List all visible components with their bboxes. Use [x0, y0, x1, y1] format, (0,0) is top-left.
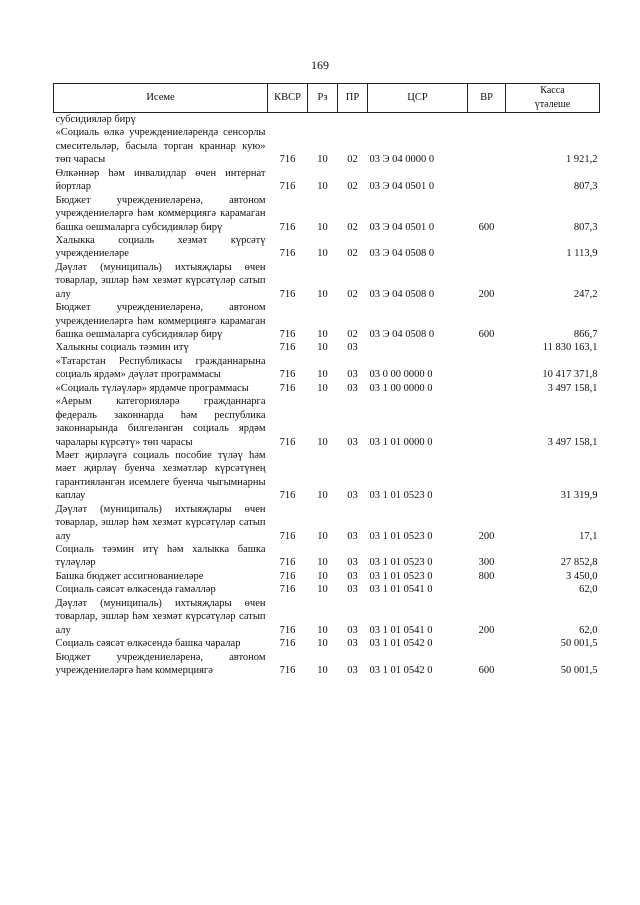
table-row [54, 355, 600, 382]
row-rz: 10 [317, 530, 328, 542]
row-vr: 600 [478, 221, 495, 233]
table-row [54, 449, 600, 503]
row-kvsr [268, 113, 308, 127]
row-kvsr: 716 [279, 490, 296, 502]
table-row [54, 341, 600, 354]
row-csr: 03 1 01 0523 0 [369, 530, 433, 542]
row-vr: 600 [478, 664, 495, 676]
row-amount: 17,1 [579, 530, 598, 542]
row-amount: 31 319,9 [560, 490, 598, 502]
row-amount: 3 497 158,1 [547, 382, 598, 394]
row-csr: 03 Э 04 0508 0 [369, 288, 435, 300]
row-vr: 200 [478, 624, 495, 636]
row-kvsr: 716 [279, 584, 296, 596]
row-vr [468, 341, 506, 354]
row-rz: 10 [317, 288, 328, 300]
row-name: Халыкка социаль хезмәт күрсәтү учреждениеләре [55, 234, 266, 260]
header-amount-line2: үтәлеше [534, 99, 571, 110]
row-rz: 10 [317, 557, 328, 569]
row-csr: 03 1 01 0523 0 [369, 570, 433, 582]
row-amount: 3 450,0 [566, 570, 598, 582]
row-kvsr: 716 [279, 557, 296, 569]
row-csr: 03 1 01 0542 0 [369, 638, 433, 650]
header-kvsr: КВСР [268, 84, 308, 113]
row-vr: 600 [478, 329, 495, 340]
header-name: Исеме [54, 84, 268, 113]
row-name: «Социаль өлкә учреждениеләрендә сенсорлы смесительләр, басыла торган краннар кую» төп чарасы [55, 127, 266, 166]
table-row [54, 382, 600, 395]
row-rz: 10 [317, 436, 328, 448]
row-pr: 03 [347, 382, 358, 394]
row-vr: 200 [478, 288, 495, 300]
header-vr: ВР [468, 84, 506, 113]
row-vr [468, 355, 506, 382]
table-row [54, 637, 600, 650]
row-amount: 1 113,9 [566, 248, 598, 260]
table-row [54, 301, 600, 341]
row-csr: 03 1 00 0000 0 [369, 382, 433, 394]
row-rz: 10 [317, 181, 328, 193]
table-row [54, 395, 600, 449]
row-vr: 200 [478, 530, 495, 542]
table-row [54, 234, 600, 261]
row-name: Дәүләт (муниципаль) ихтыяҗлары өчен товарлар, эшләр һәм хезмәт күрсәтүләр сатып алу [55, 597, 266, 636]
row-kvsr: 716 [279, 248, 296, 260]
row-rz: 10 [317, 664, 328, 676]
row-kvsr: 716 [279, 342, 296, 354]
row-name: Социаль сәясәт өлкәсендә гамәлләр [55, 584, 216, 596]
row-kvsr: 716 [279, 530, 296, 542]
row-csr: 03 Э 04 0508 0 [369, 248, 435, 260]
row-rz: 10 [317, 490, 328, 502]
header-pr: ПР [338, 84, 368, 113]
row-kvsr: 716 [279, 221, 296, 233]
row-amount: 62,0 [579, 624, 598, 636]
row-rz: 10 [317, 570, 328, 582]
row-pr: 03 [347, 369, 358, 381]
row-csr: 03 1 01 0000 0 [369, 436, 433, 448]
row-kvsr: 716 [279, 329, 296, 340]
row-pr: 02 [347, 154, 358, 166]
row-amount: 1 921,2 [566, 154, 598, 166]
header-amount [506, 84, 600, 113]
row-kvsr: 716 [279, 382, 296, 394]
row-kvsr: 716 [279, 181, 296, 193]
row-name: Бюджет учреждениеләренә, автоном учреждениеләргә һәм коммерциягә [55, 651, 266, 676]
row-vr [468, 167, 506, 194]
row-csr: 03 1 01 0523 0 [369, 490, 433, 502]
row-kvsr: 716 [279, 624, 296, 636]
row-pr: 02 [347, 221, 358, 233]
row-pr: 02 [347, 181, 358, 193]
row-csr [368, 113, 468, 127]
row-rz: 10 [317, 221, 328, 233]
row-vr [468, 449, 506, 503]
table-row [54, 597, 600, 637]
row-rz [308, 113, 338, 127]
row-csr: 03 1 01 0541 0 [369, 624, 433, 636]
row-pr: 03 [347, 342, 358, 354]
row-name: Социаль сәясәт өлкәсендә башка чаралар [55, 638, 241, 650]
row-csr [368, 341, 468, 354]
row-kvsr: 716 [279, 288, 296, 300]
row-vr [468, 637, 506, 650]
row-amount: 10 417 371,8 [542, 369, 598, 381]
row-amount: 62,0 [579, 584, 598, 596]
row-pr: 03 [347, 490, 358, 502]
row-kvsr: 716 [279, 638, 296, 650]
row-pr: 03 [347, 557, 358, 569]
row-name: субсидияләр бирү [55, 114, 136, 125]
row-vr [468, 583, 506, 596]
row-amount: 807,3 [573, 221, 598, 233]
row-vr [468, 234, 506, 261]
row-amount: 50 001,5 [560, 664, 598, 676]
row-kvsr: 716 [279, 369, 296, 381]
row-amount: 27 852,8 [560, 557, 598, 569]
row-pr: 03 [347, 570, 358, 582]
row-pr: 03 [347, 436, 358, 448]
row-name: Халыкны социаль тәэмин итү [55, 342, 189, 354]
row-rz: 10 [317, 382, 328, 394]
header-amount-line1: Касса [540, 85, 565, 97]
row-pr: 02 [347, 288, 358, 300]
row-rz: 10 [317, 638, 328, 650]
row-name: Мәет җирләүгә социаль пособие түләү һәм мәет җирләү буенча хезмәтләр күрсәтүнең гарантияләнгән исемлеге буенча чыгымнарны каплау [55, 449, 266, 502]
row-csr: 03 1 01 0542 0 [369, 664, 433, 676]
table-row [54, 113, 600, 127]
table-body [54, 113, 600, 678]
table-row [54, 503, 600, 543]
row-csr: 03 Э 04 0501 0 [369, 221, 435, 233]
row-rz: 10 [317, 329, 328, 340]
row-pr: 03 [347, 530, 358, 542]
row-rz: 10 [317, 342, 328, 354]
row-vr [468, 382, 506, 395]
row-name: Дәүләт (муниципаль) ихтыяҗлары өчен товарлар, эшләр һәм хезмәт күрсәтүләр сатып алу [55, 261, 266, 300]
row-name: Өлкәннәр һәм инвалидлар өчен интернат йортлар [55, 167, 266, 193]
row-name: Башка бюджет ассигнованиеләре [55, 570, 204, 582]
row-pr [338, 113, 368, 127]
header-csr: ЦСР [368, 84, 468, 113]
table-row [54, 261, 600, 301]
row-rz: 10 [317, 248, 328, 260]
row-name: Дәүләт (муниципаль) ихтыяҗлары өчен товарлар, эшләр һәм хезмәт күрсәтүләр сатып алу [55, 503, 266, 542]
table-row [54, 583, 600, 596]
row-pr: 03 [347, 624, 358, 636]
row-vr: 800 [478, 570, 495, 582]
row-kvsr: 716 [279, 436, 296, 448]
table-row [54, 570, 600, 583]
table-row [54, 167, 600, 194]
row-name: «Социаль түләүләр» ярдәмче программасы [55, 382, 249, 394]
row-rz: 10 [317, 584, 328, 596]
table-header [54, 84, 600, 113]
row-csr: 03 0 00 0000 0 [369, 369, 433, 381]
table-row [54, 194, 600, 234]
row-name: Бюджет учреждениеләренә, автоном учреждениеләргә һәм коммерциягә карамаган башка оешмаларга субсидияләр бирү [55, 194, 266, 233]
row-kvsr: 716 [279, 154, 296, 166]
row-name: Социаль тәэмин итү һәм халыкка башка түләүләр [55, 544, 266, 569]
row-amount: 3 497 158,1 [547, 436, 598, 448]
table-row [54, 543, 600, 570]
row-vr [468, 395, 506, 449]
row-vr [468, 113, 506, 127]
row-name: «Аерым категорияләрә гражданнарга федераль законнарда һәм республика законнарында билгеләнгән социаль ярдәм чаралары күрсәтү» төп чарасы [55, 396, 266, 448]
row-pr: 02 [347, 329, 358, 340]
row-vr [468, 126, 506, 166]
row-kvsr: 716 [279, 664, 296, 676]
row-amount: 807,3 [573, 181, 598, 193]
header-rz: Рз [308, 84, 338, 113]
row-pr: 03 [347, 638, 358, 650]
row-amount: 50 001,5 [560, 638, 598, 650]
row-pr: 02 [347, 248, 358, 260]
row-vr: 300 [478, 557, 495, 569]
row-csr: 03 Э 04 0508 0 [369, 329, 435, 340]
row-amount: 11 830 163,1 [542, 342, 598, 354]
row-pr: 03 [347, 664, 358, 676]
table-row [54, 126, 600, 166]
budget-table [53, 83, 600, 677]
page-number: 169 [311, 58, 329, 72]
row-csr: 03 1 01 0523 0 [369, 557, 433, 569]
table-row [54, 651, 600, 678]
row-rz: 10 [317, 154, 328, 166]
row-amount: 866,7 [573, 329, 598, 340]
row-rz: 10 [317, 624, 328, 636]
row-csr: 03 Э 04 0000 0 [369, 154, 435, 166]
row-pr: 03 [347, 584, 358, 596]
row-name: «Татарстан Республикасы гражданнарына социаль ярдәм» дәүләт программасы [55, 355, 266, 381]
row-csr: 03 1 01 0541 0 [369, 584, 433, 596]
row-kvsr: 716 [279, 570, 296, 582]
row-amount [506, 113, 600, 127]
row-amount: 247,2 [573, 288, 598, 300]
row-csr: 03 Э 04 0501 0 [369, 181, 435, 193]
row-name: Бюджет учреждениеләренә, автоном учреждениеләргә һәм коммерциягә карамаган башка оешмаларга субсидияләр бирү [55, 302, 266, 340]
row-rz: 10 [317, 369, 328, 381]
